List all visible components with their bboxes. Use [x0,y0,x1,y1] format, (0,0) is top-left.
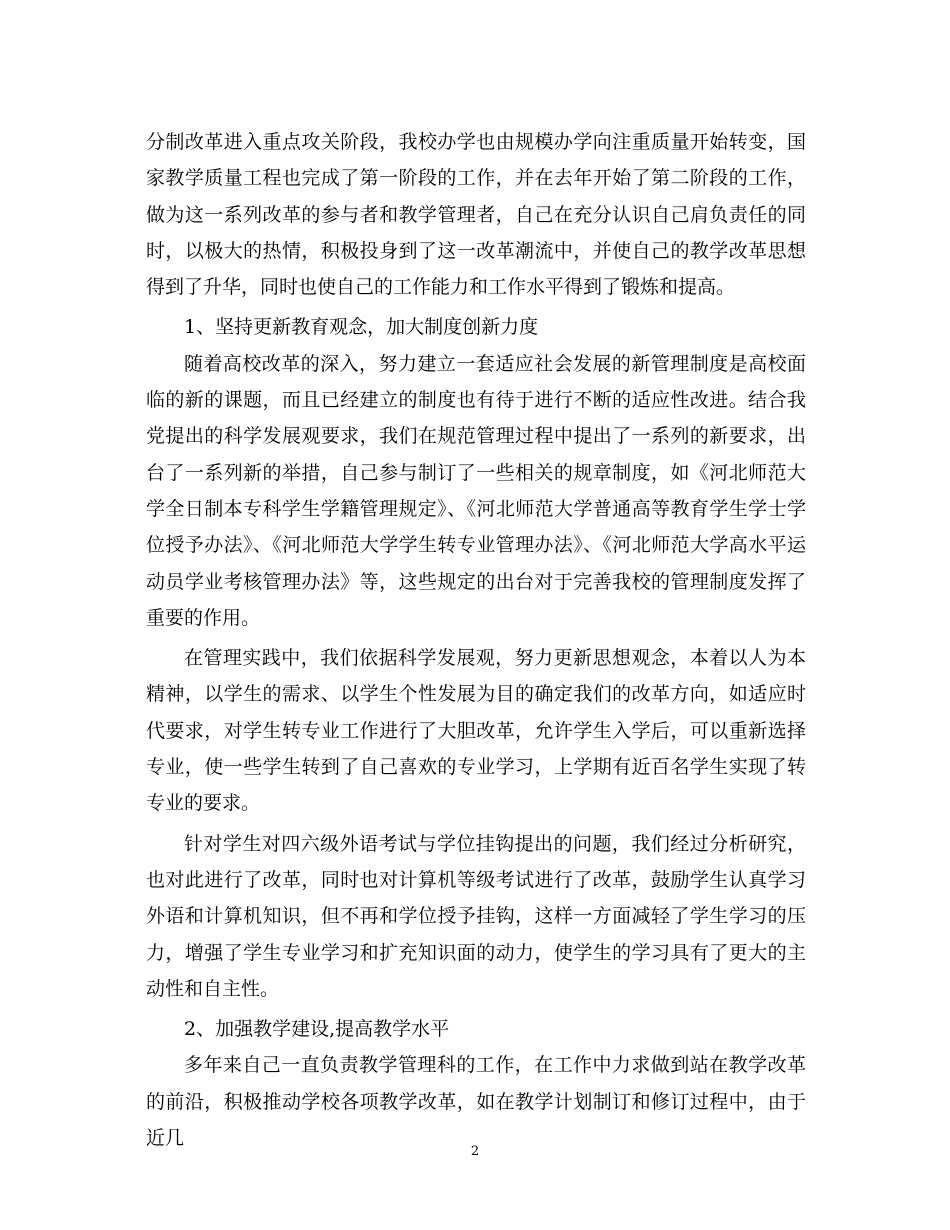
page-number: 2 [470,1144,480,1159]
section-heading-2: 2、加强教学建设,提高教学水平 [184,1018,450,1041]
paragraph-continuation: 分制改革进入重点攻关阶段，我校办学也由规模办学向注重质量开始转变，国家教学质量工程也完成了第一阶段的工作，并在去年开始了第二阶段的工作，做为这一系列改革的参与者和教学管理者，自己在充分认识自己肩负责任的同时，以极大的热情，积极投身到了这一改革潮流中，并使自己的教学改革思想得到了升华，同时也使自己的工作能力和工作水平得到了锻炼和提高。 [146,131,806,299]
paragraph-exam-reform: 针对学生对四六级外语考试与学位挂钩提出的问题，我们经过分析研究，也对此进行了改革，同时也对计算机等级考试进行了改革，鼓励学生认真学习外语和计算机知识，但不再和学位授予挂钩，这样一方面减轻了学生学习的压力，增强了学生专业学习和扩充知识面的动力，使学生的学习具有了更大的主动性和自主性。 [146,832,806,1000]
paragraph-system-innovation: 随着高校改革的深入，努力建立一套适应社会发展的新管理制度是高校面临的新的课题，而且已经建立的制度也有待于进行不断的适应性改进。结合我党提出的科学发展观要求，我们在规范管理过程中提出了一系列的新要求，出台了一系列新的举措，自己参与制订了一些相关的规章制度，如《河北师范大学全日制本专科学生学籍管理规定》、《河北师范大学普通高等教育学生学士学位授予办法》、《河北师范大学学生转专业管理办法》、《河北师范大学高水平运动员学业考核管理办法》等，这些规定的出台对于完善我校的管理制度发挥了重要的作用。 [146,352,806,629]
document-body [146,124,806,1156]
paragraph-teaching-management: 多年来自己一直负责教学管理科的工作，在工作中力求做到站在教学改革的前沿，积极推动学校各项教学改革，如在教学计划制订和修订过程中，由于近几 [146,1054,806,1150]
section-heading-1: 1、坚持更新教育观念，加大制度创新力度 [184,316,539,339]
paragraph-management-practice: 在管理实践中，我们依据科学发展观，努力更新思想观念，本着以人为本精神，以学生的需求、以学生个性发展为目的确定我们的改革方向，如适应时代要求，对学生转专业工作进行了大胆改革，允许学生入学后，可以重新选择专业，使一些学生转到了自己喜欢的专业学习，上学期有近百名学生实现了转专业的要求。 [146,647,806,815]
